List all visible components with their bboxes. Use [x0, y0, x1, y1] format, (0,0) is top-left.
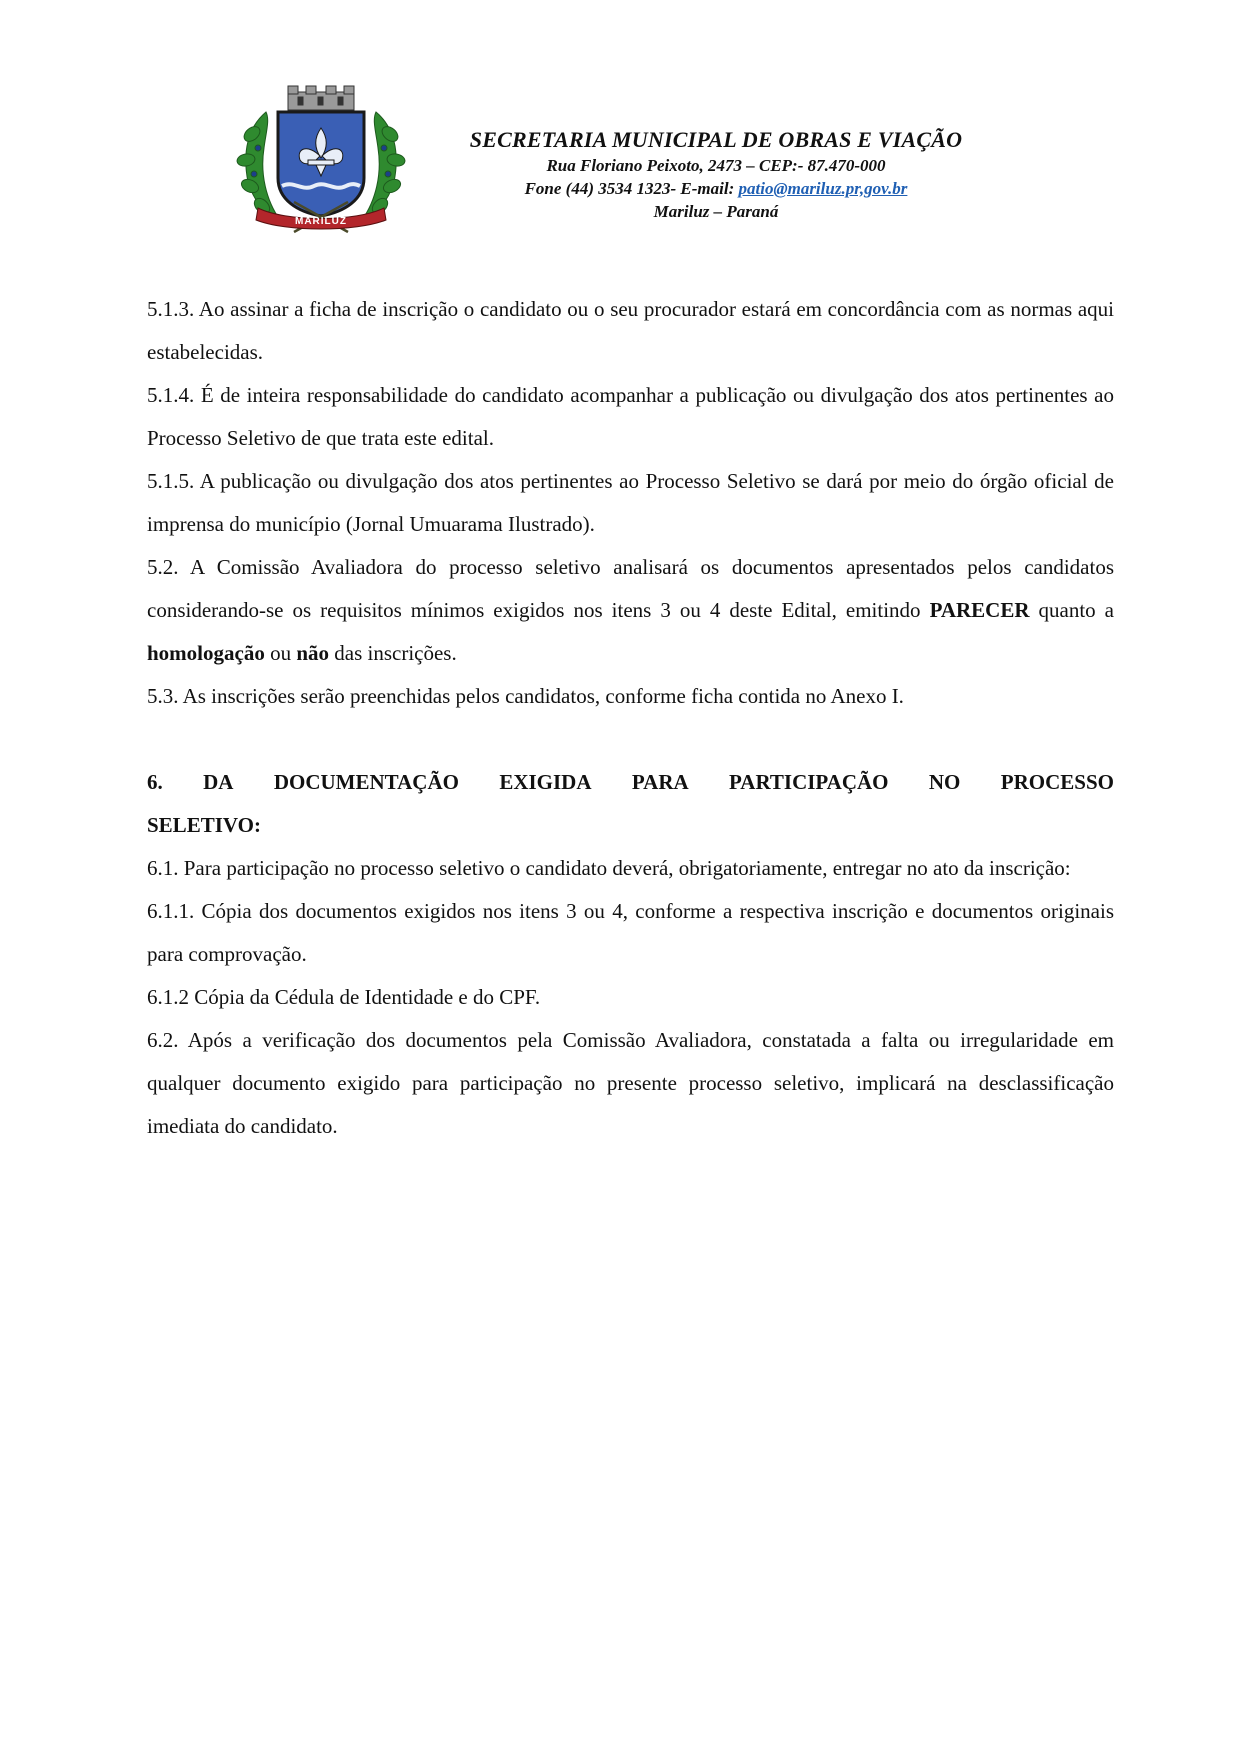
email-link[interactable]: patio@mariluz.pr,gov.br: [738, 179, 908, 198]
paragraph-5-1-5: 5.1.5. A publicação ou divulgação dos atos pertinentes ao Processo Seletivo se dará por meio do órgão oficial de imprensa do município (Jornal Umuarama Ilustrado).: [147, 469, 1114, 536]
letterhead-header: [236, 82, 1026, 237]
paragraph-5-2-text-4: das inscrições.: [329, 641, 457, 665]
section-6-heading-line-1: [147, 761, 1114, 804]
paragraph-5-1-3: 5.1.3. Ao assinar a ficha de inscrição o candidato ou o seu procurador estará em concordância com as normas aqui estabelecidas.: [147, 297, 1114, 364]
paragraph-5-2-text-1: 5.2. A Comissão Avaliadora do processo seletivo analisará os documentos apresentados pelos candidatos considerando-se os requisitos mínimos exigidos nos itens 3 ou 4 deste Edital, emitindo: [147, 555, 1114, 622]
paragraph-6-2: 6.2. Após a verificação dos documentos pela Comissão Avaliadora, constatada a falta ou irregularidade em qualquer documento exigido para participação no presente processo seletivo, implicará na desclassificação imediata do candidato.: [147, 1028, 1114, 1138]
department-title: SECRETARIA MUNICIPAL DE OBRAS E VIAÇÃO: [469, 127, 963, 152]
bold-nao: não: [296, 641, 330, 665]
heading-word: PROCESSO: [1000, 770, 1114, 794]
paragraph-6-1: 6.1. Para participação no processo seletivo o candidato deverá, obrigatoriamente, entregar no ato da inscrição:: [147, 856, 1071, 880]
paragraph-5-2-text-2: quanto a: [1029, 598, 1115, 622]
heading-word: 6.: [147, 770, 163, 794]
heading-word: PARTICIPAÇÃO: [729, 770, 889, 794]
heading-word: NO: [928, 770, 961, 794]
paragraph-5-1-4: 5.1.4. É de inteira responsabilidade do candidato acompanhar a publicação ou divulgação dos atos pertinentes ao Processo Seletivo de que trata este edital.: [147, 383, 1114, 450]
paragraph-6-1-2: 6.1.2 Cópia da Cédula de Identidade e do CPF.: [147, 985, 541, 1009]
crest-leaves-right: [362, 112, 406, 220]
paragraph-5-2: [147, 546, 1114, 675]
department-contact: [406, 177, 1026, 200]
heading-word: DA: [203, 770, 234, 794]
department-address: Rua Floriano Peixoto, 2473 – CEP:- 87.470-000: [546, 156, 886, 175]
municipal-coat-of-arms-icon: [236, 82, 406, 234]
heading-word: PARA: [631, 770, 689, 794]
crest-banner-text: MARILUZ: [295, 216, 347, 227]
document-body: [147, 288, 1114, 1148]
heading-word: EXIGIDA: [499, 770, 592, 794]
heading-word: DOCUMENTAÇÃO: [273, 770, 459, 794]
paragraph-5-3: 5.3. As inscrições serão preenchidas pelos candidatos, conforme ficha contida no Anexo I.: [147, 684, 904, 708]
letterhead-text: [406, 126, 1026, 223]
phone-label: Fone (44) 3534 1323- E-mail:: [524, 179, 739, 198]
department-city: Mariluz – Paraná: [653, 202, 779, 221]
section-spacer: [147, 718, 1114, 761]
paragraph-5-2-text-3: ou: [264, 641, 297, 665]
section-6-heading-line-2: SELETIVO:: [147, 813, 261, 837]
paragraph-6-1-1: 6.1.1. Cópia dos documentos exigidos nos itens 3 ou 4, conforme a respectiva inscrição e documentos originais para comprovação.: [147, 899, 1114, 966]
bold-homologacao: homologação: [147, 641, 265, 665]
section-6-heading: [147, 761, 1114, 847]
crest-crown: [288, 86, 354, 110]
bold-parecer: PARECER: [929, 598, 1030, 622]
crest-leaves-left: [236, 112, 280, 220]
